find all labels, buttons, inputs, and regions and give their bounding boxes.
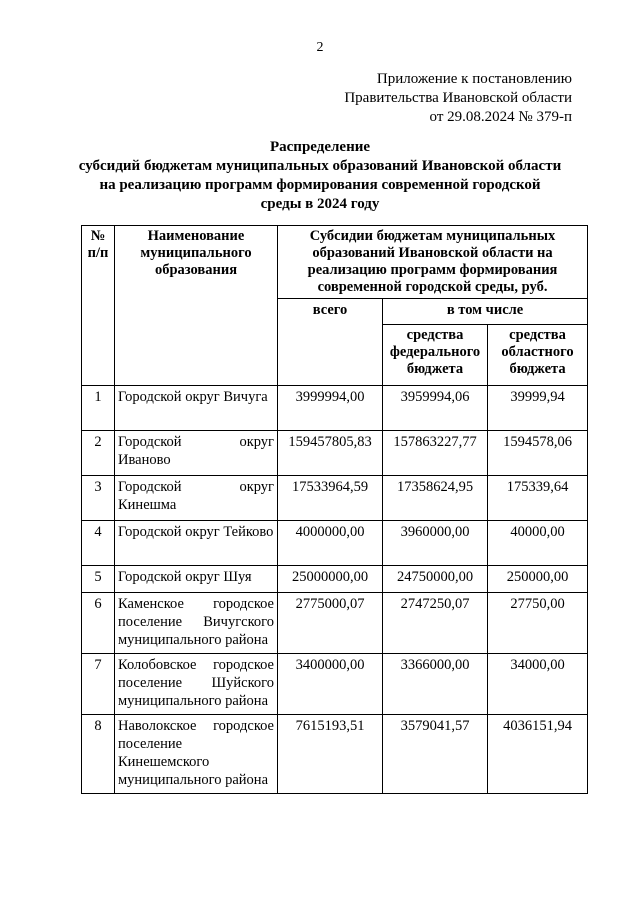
title-line-4: среды в 2024 году xyxy=(260,196,380,212)
federal-value: 17358624,95 xyxy=(383,476,488,521)
table-row xyxy=(82,593,588,654)
row-number: 8 xyxy=(82,715,115,794)
row-number: 7 xyxy=(82,654,115,715)
title-line-1: Распределение xyxy=(269,139,371,155)
row-number: 5 xyxy=(82,566,115,593)
total-value: 4000000,00 xyxy=(278,521,383,566)
total-value: 7615193,51 xyxy=(278,715,383,794)
federal-value: 157863227,77 xyxy=(383,431,488,476)
municipality-name: Колобовское городское поселение Шуйского муниципального района xyxy=(115,654,278,715)
regional-value: 27750,00 xyxy=(488,593,588,654)
header-including: в том числе xyxy=(383,299,588,325)
title-line-2: субсидий бюджетам муниципальных образований Ивановской области xyxy=(78,158,562,174)
total-value: 25000000,00 xyxy=(278,566,383,593)
municipality-name: Каменское городское поселение Вичугского муниципального района xyxy=(115,593,278,654)
table-row xyxy=(82,476,588,521)
federal-value: 3960000,00 xyxy=(383,521,488,566)
regional-value: 39999,94 xyxy=(488,386,588,431)
row-number: 4 xyxy=(82,521,115,566)
municipality-name: Наволокское городское поселение Кинешемского муниципального района xyxy=(115,715,278,794)
document-title xyxy=(60,138,580,214)
appendix-line-2: Правительства Ивановской области xyxy=(344,90,572,106)
table-row xyxy=(82,654,588,715)
municipality-name: Городской округ Иваново xyxy=(115,431,278,476)
row-number: 6 xyxy=(82,593,115,654)
table-row xyxy=(82,386,588,431)
table-row xyxy=(82,715,588,794)
federal-value: 2747250,07 xyxy=(383,593,488,654)
municipality-name: Городской округ Кинешма xyxy=(115,476,278,521)
table-row xyxy=(82,431,588,476)
row-number: 2 xyxy=(82,431,115,476)
appendix-line-3: от 29.08.2024 № 379-п xyxy=(429,109,572,125)
header-number: № п/п xyxy=(82,226,115,386)
regional-value: 175339,64 xyxy=(488,476,588,521)
page-number: 2 xyxy=(316,40,324,55)
regional-value: 4036151,94 xyxy=(488,715,588,794)
federal-value: 3959994,06 xyxy=(383,386,488,431)
municipality-name: Городской округ Тейково xyxy=(115,521,278,566)
federal-value: 3366000,00 xyxy=(383,654,488,715)
table-row xyxy=(82,521,588,566)
title-line-3: на реализацию программ формирования современной городской xyxy=(99,177,541,193)
federal-value: 24750000,00 xyxy=(383,566,488,593)
row-number: 3 xyxy=(82,476,115,521)
header-federal: средства федерального бюджета xyxy=(383,325,488,386)
regional-value: 1594578,06 xyxy=(488,431,588,476)
appendix-reference xyxy=(344,70,572,127)
total-value: 3999994,00 xyxy=(278,386,383,431)
regional-value: 40000,00 xyxy=(488,521,588,566)
header-subsidy: Субсидии бюджетам муниципальных образований Ивановской области на реализацию программ формирования современной городской среды, руб. xyxy=(278,226,588,299)
total-value: 17533964,59 xyxy=(278,476,383,521)
header-regional: средства областного бюджета xyxy=(488,325,588,386)
appendix-line-1: Приложение к постановлению xyxy=(376,71,572,87)
header-name: Наименование муниципального образования xyxy=(115,226,278,386)
total-value: 3400000,00 xyxy=(278,654,383,715)
federal-value: 3579041,57 xyxy=(383,715,488,794)
municipality-name: Городской округ Вичуга xyxy=(115,386,278,431)
header-total: всего xyxy=(278,299,383,386)
subsidies-table xyxy=(81,225,588,794)
regional-value: 250000,00 xyxy=(488,566,588,593)
total-value: 159457805,83 xyxy=(278,431,383,476)
row-number: 1 xyxy=(82,386,115,431)
municipality-name: Городской округ Шуя xyxy=(115,566,278,593)
table-row xyxy=(82,566,588,593)
regional-value: 34000,00 xyxy=(488,654,588,715)
total-value: 2775000,07 xyxy=(278,593,383,654)
